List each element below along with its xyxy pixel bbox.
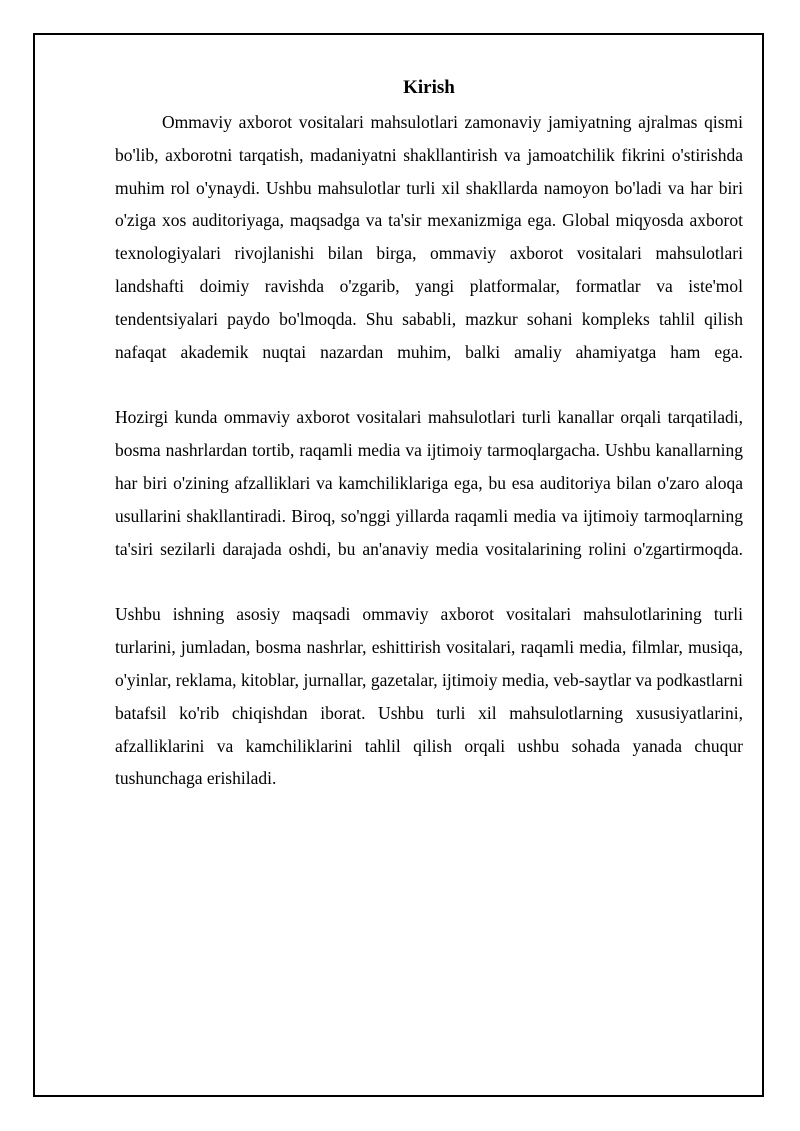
paragraph-purpose: Ushbu ishning asosiy maqsadi ommaviy axborot vositalari mahsulotlarining turli turlarini, jumladan, bosma nashrlar, eshittirish vositalari, raqamli media, filmlar, musiqa, o'yinlar, reklama, kitoblar, jurnallar, gazetalar, ijtimoiy media, veb-saytlar va podkastlarni batafsil ko'rib chiqishdan iborat. Ushbu turli xil mahsulotlarning xususiyatlarini, afzalliklarini va kamchiliklarini tahlil qilish orqali ushbu sohada yanada chuqur tushunchaga erishiladi. [115, 604, 743, 789]
paragraph-introduction: Ommaviy axborot vositalari mahsulotlari zamonaviy jamiyatning ajralmas qismi bo'lib, axborotni tarqatish, madaniyatni shakllantirish va jamoatchilik fikrini o'stirishda muhim rol o'ynaydi. Ushbu mahsulotlar turli xil shakllarda namoyon bo'ladi va har biri o'ziga xos auditoriyaga, maqsadga va ta'sir mexanizmiga ega. Global miqyosda axborot texnologiyalari rivojlanishi bilan birga, ommaviy axborot vositalari mahsulotlari landshafti doimiy ravishda o'zgarib, yangi platformalar, formatlar va iste'mol tendentsiyalari paydo bo'lmoqda. Shu sababli, mazkur sohani kompleks tahlil qilish nafaqat akademik nuqtai nazardan muhim, balki amaliy ahamiyatga ham ega. [115, 112, 743, 362]
paragraph-channels: Hozirgi kunda ommaviy axborot vositalari mahsulotlari turli kanallar orqali tarqatiladi, bosma nashrlardan tortib, raqamli media va ijtimoiy tarmoqlargacha. Ushbu kanallarning har biri o'zining afzalliklari va kamchiliklariga ega, bu esa auditoriya bilan o'zaro aloqa usullarini shakllantiradi. Biroq, so'nggi yillarda raqamli media va ijtimoiy tarmoqlarning ta'siri sezilarli darajada oshdi, bu an'anaviy media vositalarining rolini o'zgartirmoqda. [115, 407, 743, 559]
paragraph-gap [115, 368, 743, 401]
document-body [115, 74, 743, 795]
paragraph-gap [115, 565, 743, 598]
document-title: Kirish [403, 77, 455, 98]
